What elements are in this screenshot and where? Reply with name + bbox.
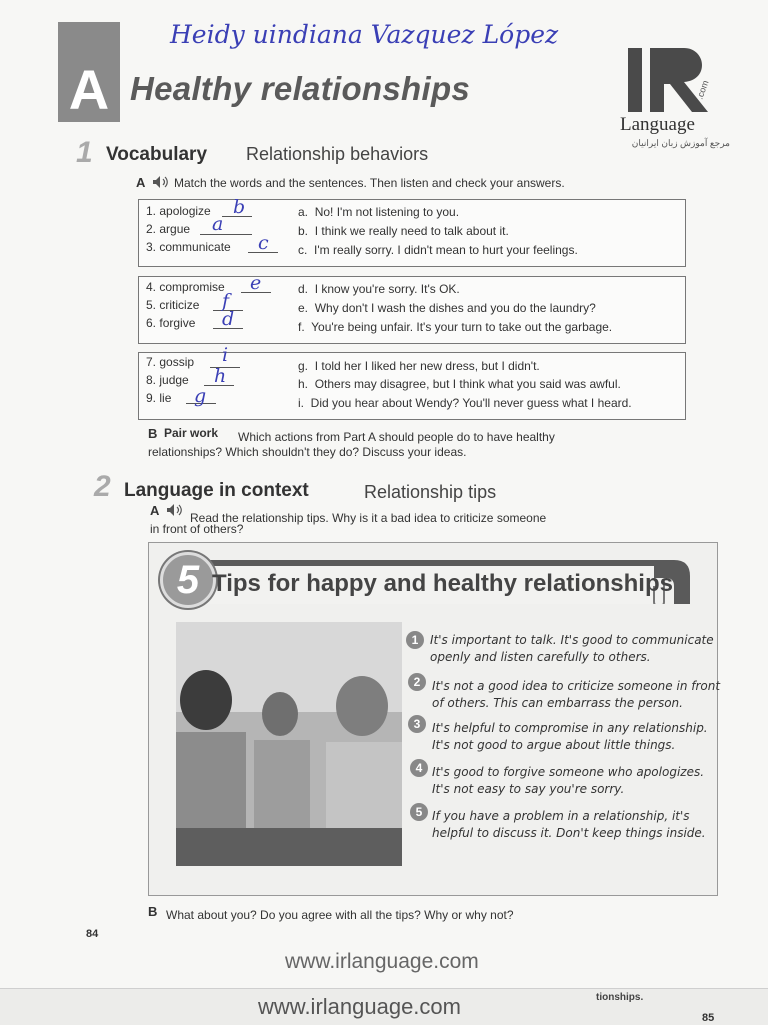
tip-item: If you have a problem in a relationship, it's helpful to discuss it. Don't keep things inside. [432,809,706,840]
section2-partA-label: A [150,503,160,518]
ir-language-logo [622,40,720,118]
answer-field[interactable]: g [194,385,207,407]
unit-letter: A [68,58,110,121]
student-name: Heidy uindiana Vazquez López [170,20,559,49]
tip-item: It's important to talk. It's good to communicate openly and listen carefully to others. [430,633,714,664]
website-url-bottom[interactable]: www.irlanguage.com [258,994,461,1019]
tip-number: 1 [406,631,424,649]
tips-number: 5 [176,558,200,602]
sentence-item: g. I told her I liked her new dress, but I didn't. [298,359,540,373]
section1-partB-line1: Which actions from Part A should people do to have healthy [238,430,555,444]
tips-title: Tips for happy and healthy relationships [212,570,673,597]
section1-number: 1 [76,136,93,169]
word-item: 6. forgive [146,316,196,330]
page-number: 84 [86,928,99,940]
sentence-item: e. Why don't I wash the dishes and you do the laundry? [298,301,596,315]
logo-dotcom: .com [694,78,711,101]
answer-field[interactable]: h [214,365,227,387]
audio-speaker-icon[interactable] [152,175,170,189]
friends-photo [176,622,402,866]
answer-field[interactable]: a [212,213,224,235]
tip-item: It's helpful to compromise in any relationship. It's not good to argue about little things. [432,721,708,752]
tip-item: It's good to forgive someone who apologizes. It's not easy to say you're sorry. [432,765,705,796]
word-item: 5. criticize [146,298,200,312]
word-item: 3. communicate [146,240,231,254]
section2-partB-text: What about you? Do you agree with all the tips? Why or why not? [166,908,514,922]
sentence-item: h. Others may disagree, but I think what you said was awful. [298,377,621,391]
word-item: 8. judge [146,373,189,387]
page-title: Healthy relationships [130,70,471,107]
sentence-item: c. I'm really sorry. I didn't mean to hurt your feelings. [298,243,578,257]
section1-partB-line2: relationships? Which shouldn't they do? Discuss your ideas. [148,445,467,459]
section1-partB-label: B [148,426,158,441]
section1-title: Vocabulary [106,144,208,165]
section2-subtitle: Relationship tips [364,482,497,502]
section1-partA-instruction: Match the words and the sentences. Then listen and check your answers. [174,176,565,190]
sentence-item: a. No! I'm not listening to you. [298,205,460,219]
answer-field[interactable]: b [233,196,246,218]
section2-partB-label: B [148,904,158,919]
sentence-item: f. You're being unfair. It's your turn to take out the garbage. [298,320,613,334]
answer-field[interactable]: i [222,344,229,366]
word-item: 1. apologize [146,204,211,218]
section1-partB-pairwork: Pair work [164,426,219,440]
word-item: 7. gossip [146,355,195,369]
section2-number: 2 [94,470,111,503]
tip-number: 4 [410,759,428,777]
word-item: 4. compromise [146,280,225,294]
section2-partA-line1: Read the relationship tips. Why is it a bad idea to criticize someone [190,511,547,525]
word-item: 9. lie [146,391,172,405]
section1-subtitle: Relationship behaviors [246,144,429,164]
answer-field[interactable]: e [250,272,262,294]
word-item: 2. argue [146,222,191,236]
next-page-fragment: tionships. [596,992,644,1003]
section1-partA-label: A [136,175,146,190]
sentence-item: i. Did you hear about Wendy? You'll never guess what I heard. [298,396,632,410]
section2-partA-line2: in front of others? [150,522,244,536]
tip-item: It's not a good idea to criticize someone in front of others. This can embarrass the person. [432,679,721,710]
tip-number: 2 [408,673,426,691]
tip-number: 3 [408,715,426,733]
logo-name: Language [620,114,695,135]
tip-number: 5 [410,803,428,821]
sentence-item: d. I know you're sorry. It's OK. [298,282,460,296]
answer-field[interactable]: d [222,308,235,330]
website-url[interactable]: www.irlanguage.com [285,950,479,973]
answer-field[interactable]: c [258,232,269,254]
audio-speaker-icon[interactable] [166,503,184,517]
logo-persian: مرجع آموزش زبان ایرانیان [631,138,730,148]
section2-title: Language in context [124,480,309,501]
next-page-number: 85 [702,1012,715,1024]
answer-field[interactable]: f [222,290,230,312]
sentence-item: b. I think we really need to talk about it. [298,224,509,238]
